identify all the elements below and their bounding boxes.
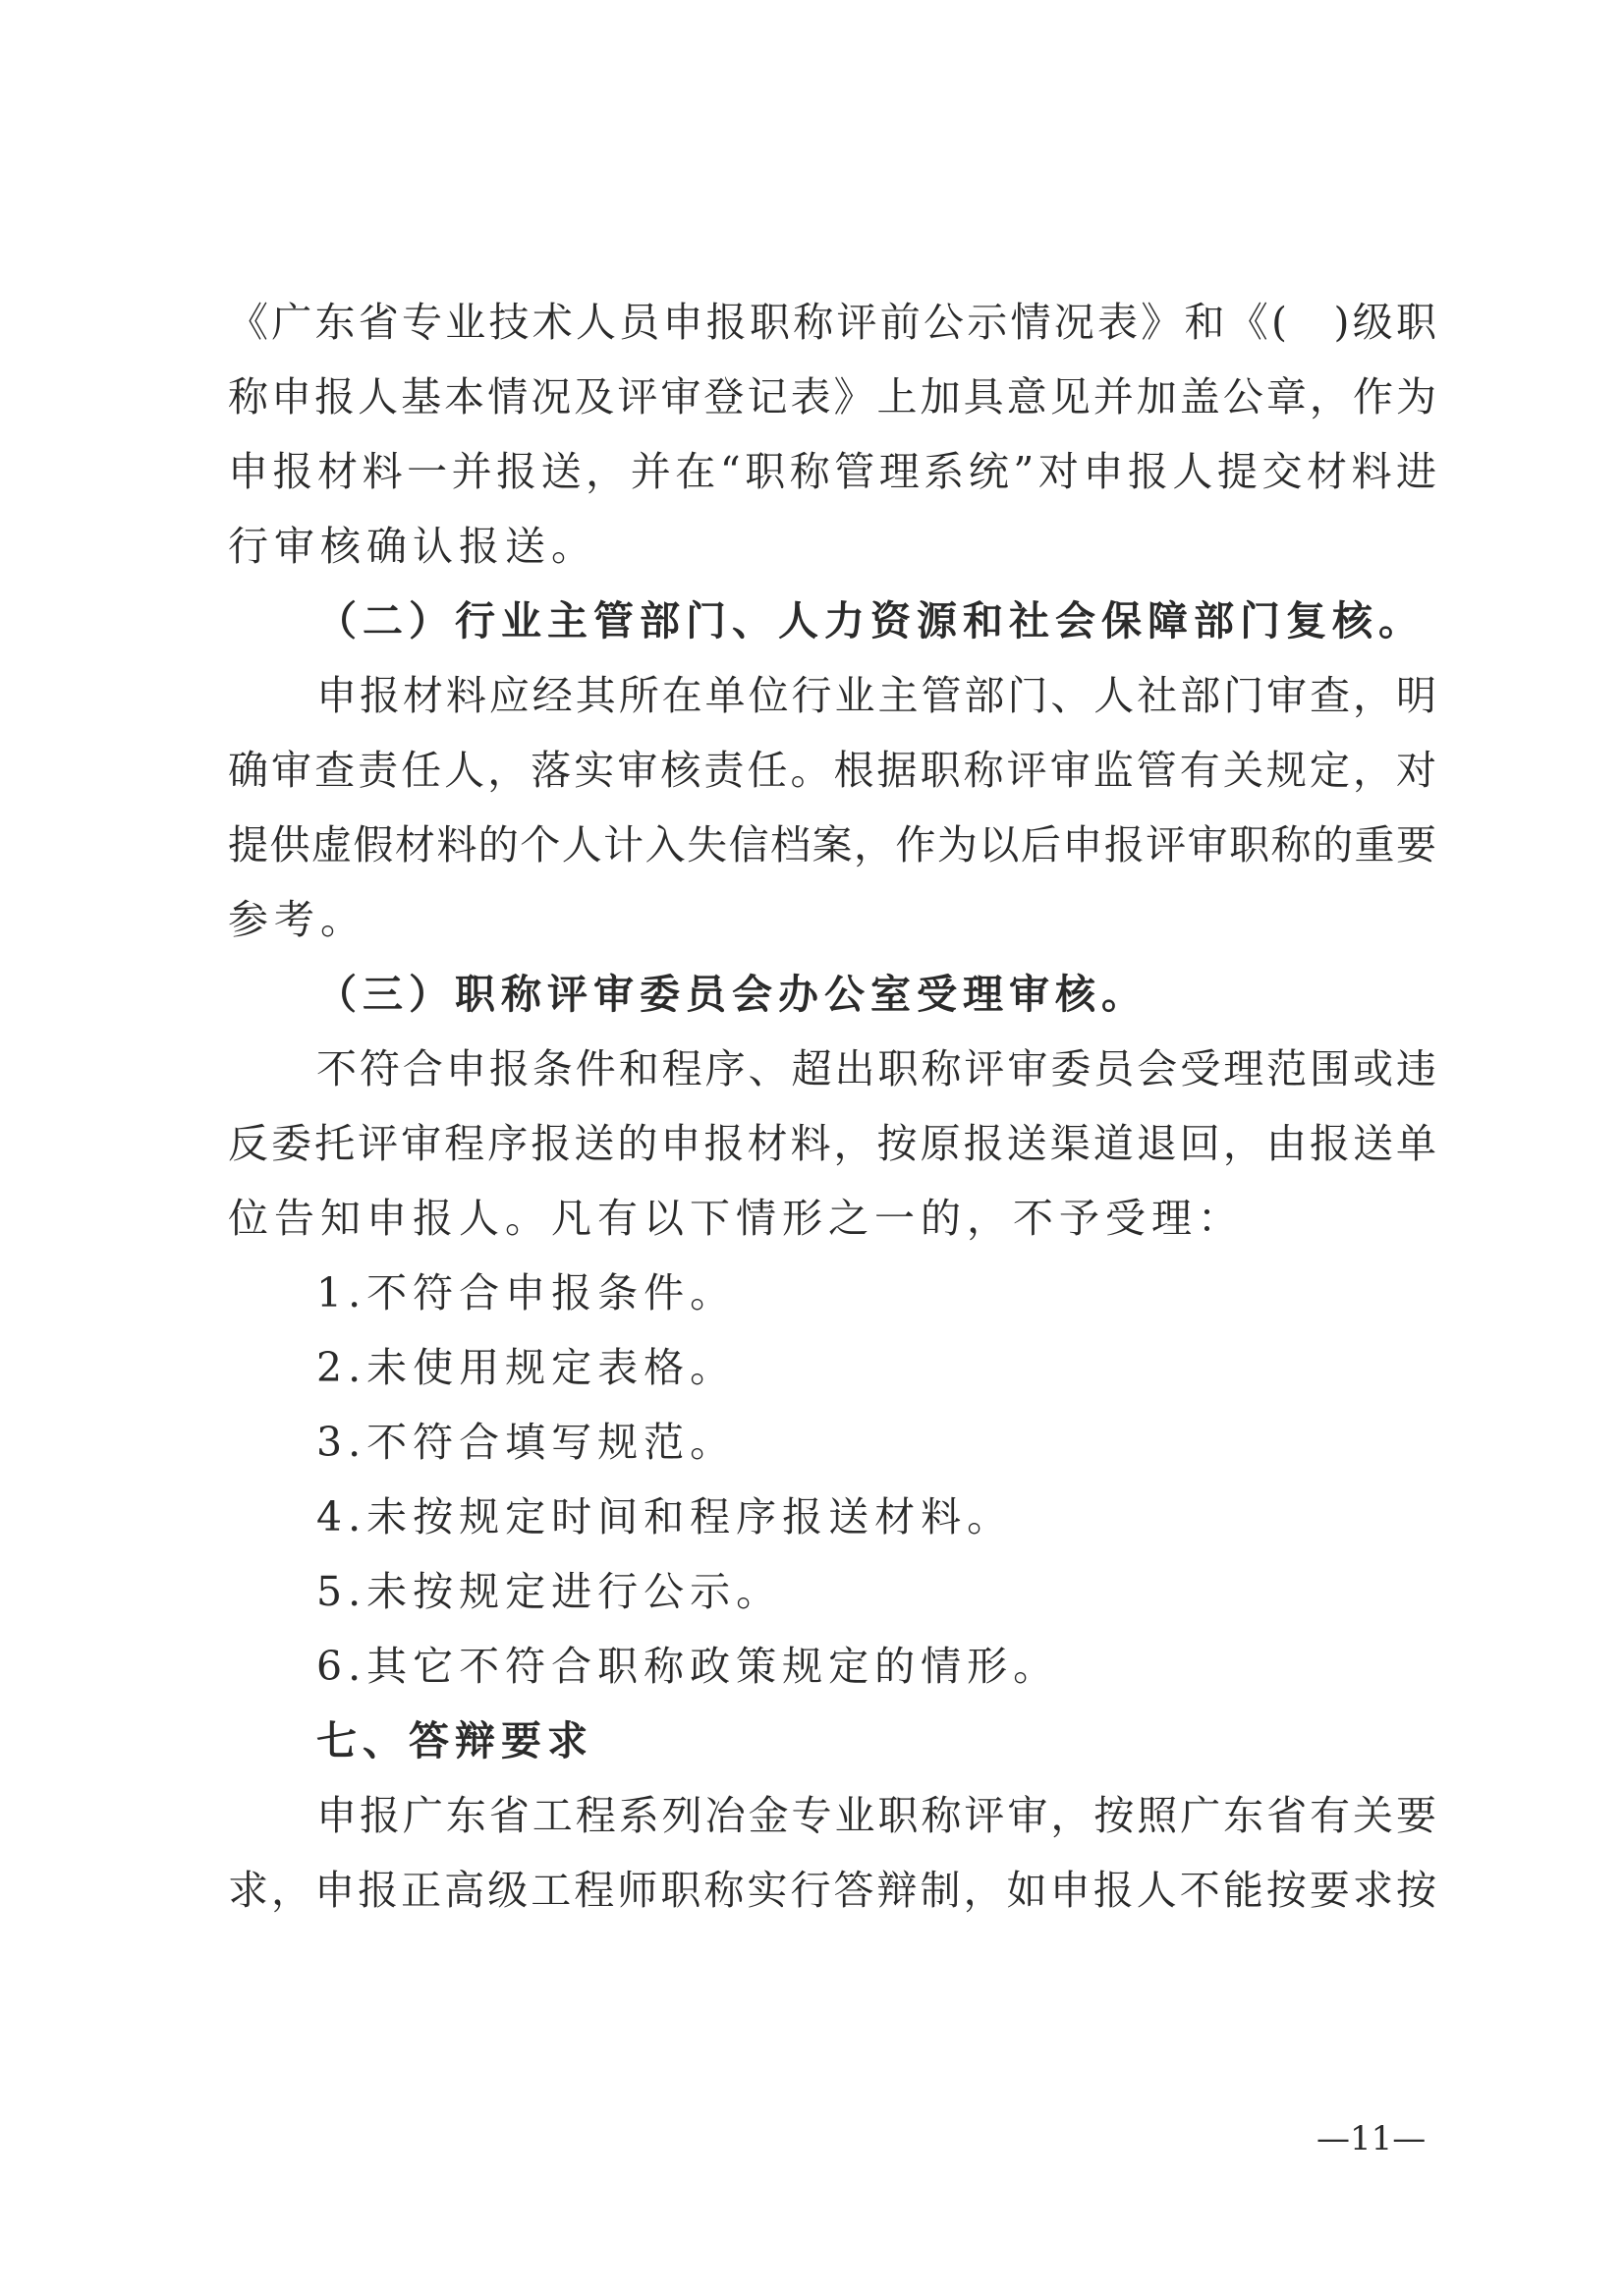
list-item-3: 3.不符合填写规范。 xyxy=(316,1419,737,1466)
paragraph-line-13: 位告知申报人。凡有以下情形之一的，不予受理： xyxy=(228,1195,1244,1242)
paragraph-line-21: 申报广东省工程系列冶金专业职称评审，按照广东省有关要 xyxy=(316,1792,1436,1839)
paragraph-line-6: 申报材料应经其所在单位行业主管部门、人社部门审查，明 xyxy=(316,672,1436,719)
list-item-1: 1.不符合申报条件。 xyxy=(316,1269,737,1316)
page-number: —11— xyxy=(1316,2119,1427,2158)
list-item-6: 6.其它不符合职称政策规定的情形。 xyxy=(316,1643,1060,1690)
paragraph-line-3: 申报材料一并报送，并在“职称管理系统”对申报人提交材料进 xyxy=(228,448,1436,495)
paragraph-line-1: 《广东省专业技术人员申报职称评前公示情况表》和《( )级职 xyxy=(228,299,1436,346)
paragraph-line-4: 行审核确认报送。 xyxy=(228,523,597,570)
paragraph-line-12: 反委托评审程序报送的申报材料，按原报送渠道退回，由报送单 xyxy=(228,1120,1436,1167)
paragraph-line-2: 称申报人基本情况及评审登记表》上加具意见并加盖公章，作为 xyxy=(228,373,1436,420)
section-heading-7: 七、答辩要求 xyxy=(316,1717,593,1764)
list-item-4: 4.未按规定时间和程序报送材料。 xyxy=(316,1493,1014,1540)
paragraph-line-9: 参考。 xyxy=(228,896,366,943)
paragraph-line-8: 提供虚假材料的个人计入失信档案，作为以后申报评审职称的重要 xyxy=(228,821,1436,868)
list-item-2: 2.未使用规定表格。 xyxy=(316,1344,737,1391)
paragraph-line-7: 确审查责任人，落实审核责任。根据职称评审监管有关规定，对 xyxy=(228,747,1436,794)
paragraph-line-11: 不符合申报条件和程序、超出职称评审委员会受理范围或违 xyxy=(316,1045,1436,1092)
list-item-5: 5.未按规定进行公示。 xyxy=(316,1568,783,1615)
section-heading-3: （三）职称评审委员会办公室受理审核。 xyxy=(316,971,1148,1018)
paragraph-line-22: 求，申报正高级工程师职称实行答辩制，如申报人不能按要求按 xyxy=(228,1867,1436,1914)
section-heading-2: （二）行业主管部门、人力资源和社会保障部门复核。 xyxy=(316,597,1425,644)
